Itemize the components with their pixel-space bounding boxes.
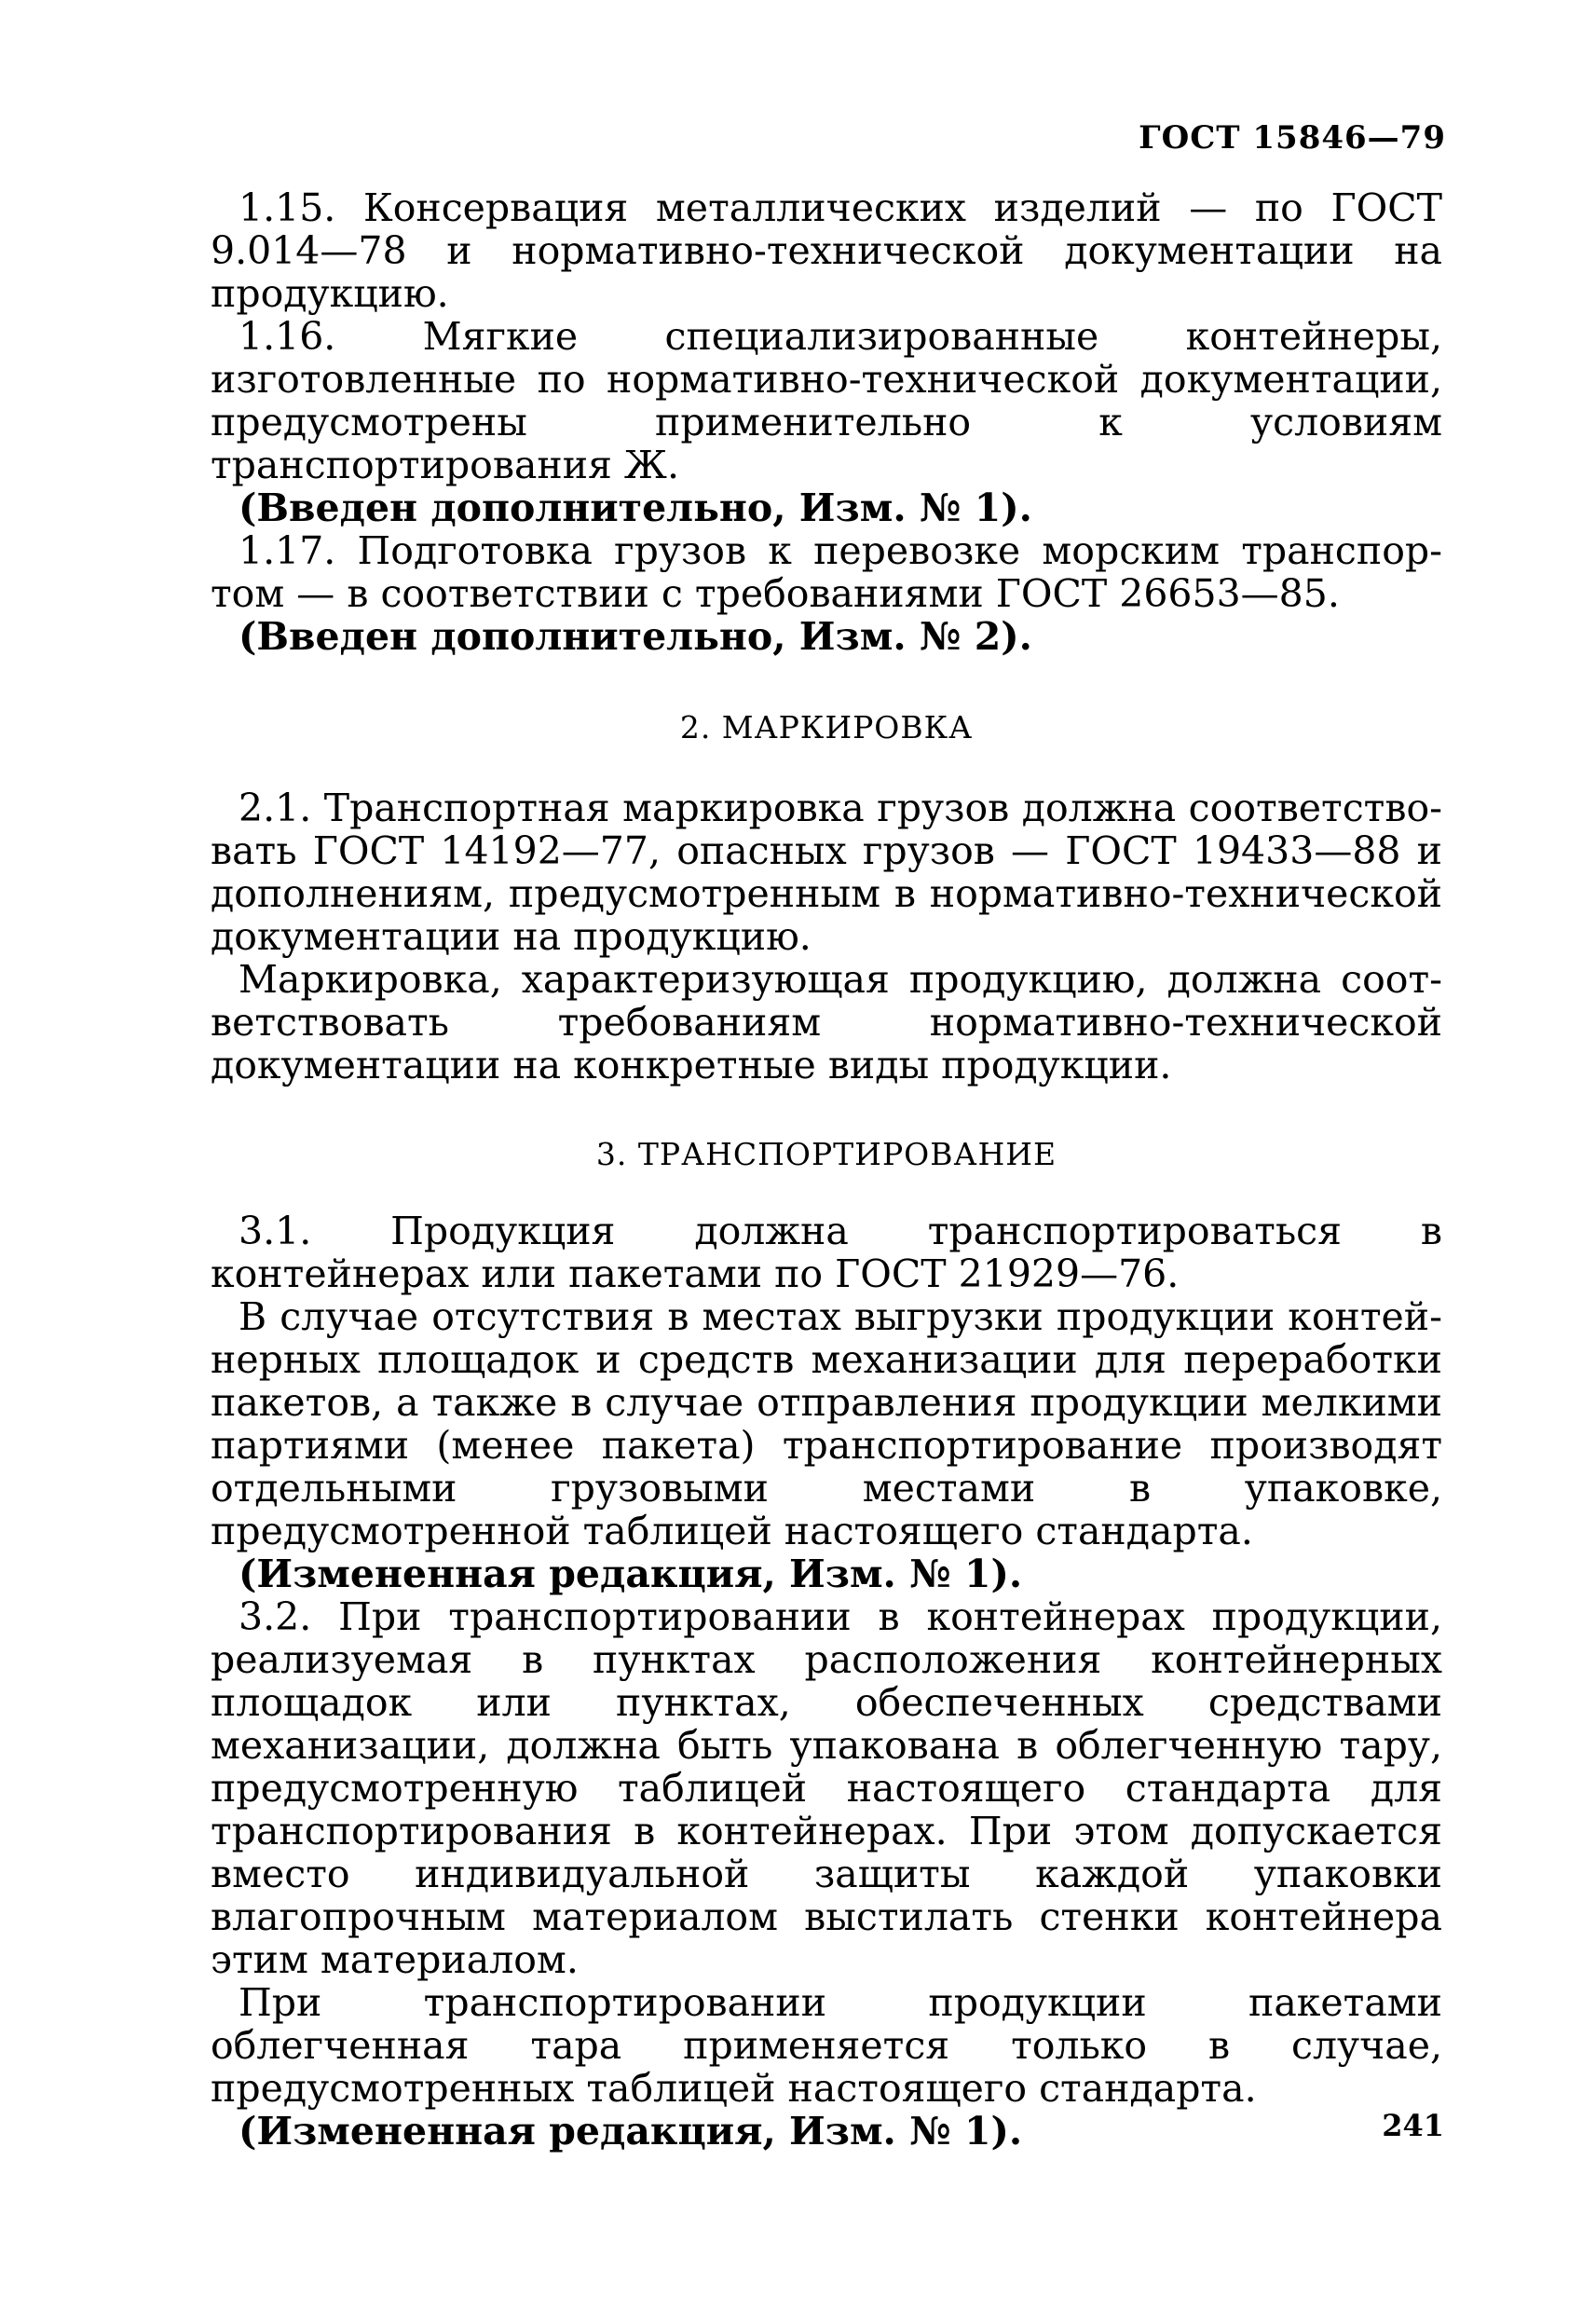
paragraph-3-2-continued: При транспортировании продукции пакетами облегченная тара применяется только в случае, предусмотренных таблицей настоящего стандарта. xyxy=(211,1980,1442,2111)
document-code-header: ГОСТ 15846—79 xyxy=(1139,119,1446,157)
amendment-note-3-2: (Измененная редакция, Изм. № 1). xyxy=(239,2109,1023,2154)
paragraph-2-1: 2.1. Транспортная маркировка грузов должна соответствовать ГОСТ 14192—77, опасных грузов — ГОСТ 19433—88 и дополнениям, предусмотренным в нормативно-технической документации на продукцию. xyxy=(211,786,1442,959)
paragraph-3-2: 3.2. При транспортировании в контейнерах продукции, реализуемая в пунктах расположения контейнерных площадок или пунктах, обеспеченных средствами механизации, должна быть упакована в облегченную тару, предусмотренную таблицей настоящего стандарта для транспортирования в контейнерах. При этом допускается вместо индивидуальной защиты каждой упаковки влагопрочным материалом выстилать стенки контейнера этим материалом. xyxy=(211,1594,1442,1982)
paragraph-3-1: 3.1. Продукция должна транспортироваться в контейнерах или пакетами по ГОСТ 21929—76. xyxy=(211,1209,1442,1296)
amendment-note-1-17: (Введен дополнительно, Изм. № 2). xyxy=(239,614,1032,659)
paragraph-1-15: 1.15. Консервация металлических изделий — по ГОСТ 9.014—78 и нормативно-технической документации на продукцию. xyxy=(211,185,1442,316)
document-body xyxy=(211,186,1442,2153)
paragraph-3-1-continued: В случае отсутствия в местах выгрузки продукции контейнерных площадок и средств механизации для переработки пакетов, а также в случае отправления продукции мелкими партиями (менее пакета) транспортирование производят отдельными грузовыми местами в упаковке, предусмотренной таблицей настоящего стандарта. xyxy=(211,1294,1442,1553)
amendment-note-3-1: (Измененная редакция, Изм. № 1). xyxy=(239,1552,1023,1596)
page-number: 241 xyxy=(1382,2108,1444,2143)
section-heading-marking: 2. МАРКИРОВКА xyxy=(679,709,974,745)
paragraph-2-1-continued: Маркировка, характеризующая продукцию, должна соответствовать требованиям нормативно-технической документации на конкретные виды продукции. xyxy=(211,957,1442,1087)
paragraph-1-16: 1.16. Мягкие специализированные контейнеры, изготовленные по нормативно-технической документации, предусмотрены применительно к условиям транспортирования Ж. xyxy=(211,314,1442,487)
paragraph-1-17: 1.17. Подготовка грузов к перевозке морским транспортом — в соответствии с требованиями ГОСТ 26653—85. xyxy=(211,528,1442,616)
section-heading-transportation: 3. ТРАНСПОРТИРОВАНИЕ xyxy=(595,1136,1057,1172)
amendment-note-1-16: (Введен дополнительно, Изм. № 1). xyxy=(239,485,1032,530)
